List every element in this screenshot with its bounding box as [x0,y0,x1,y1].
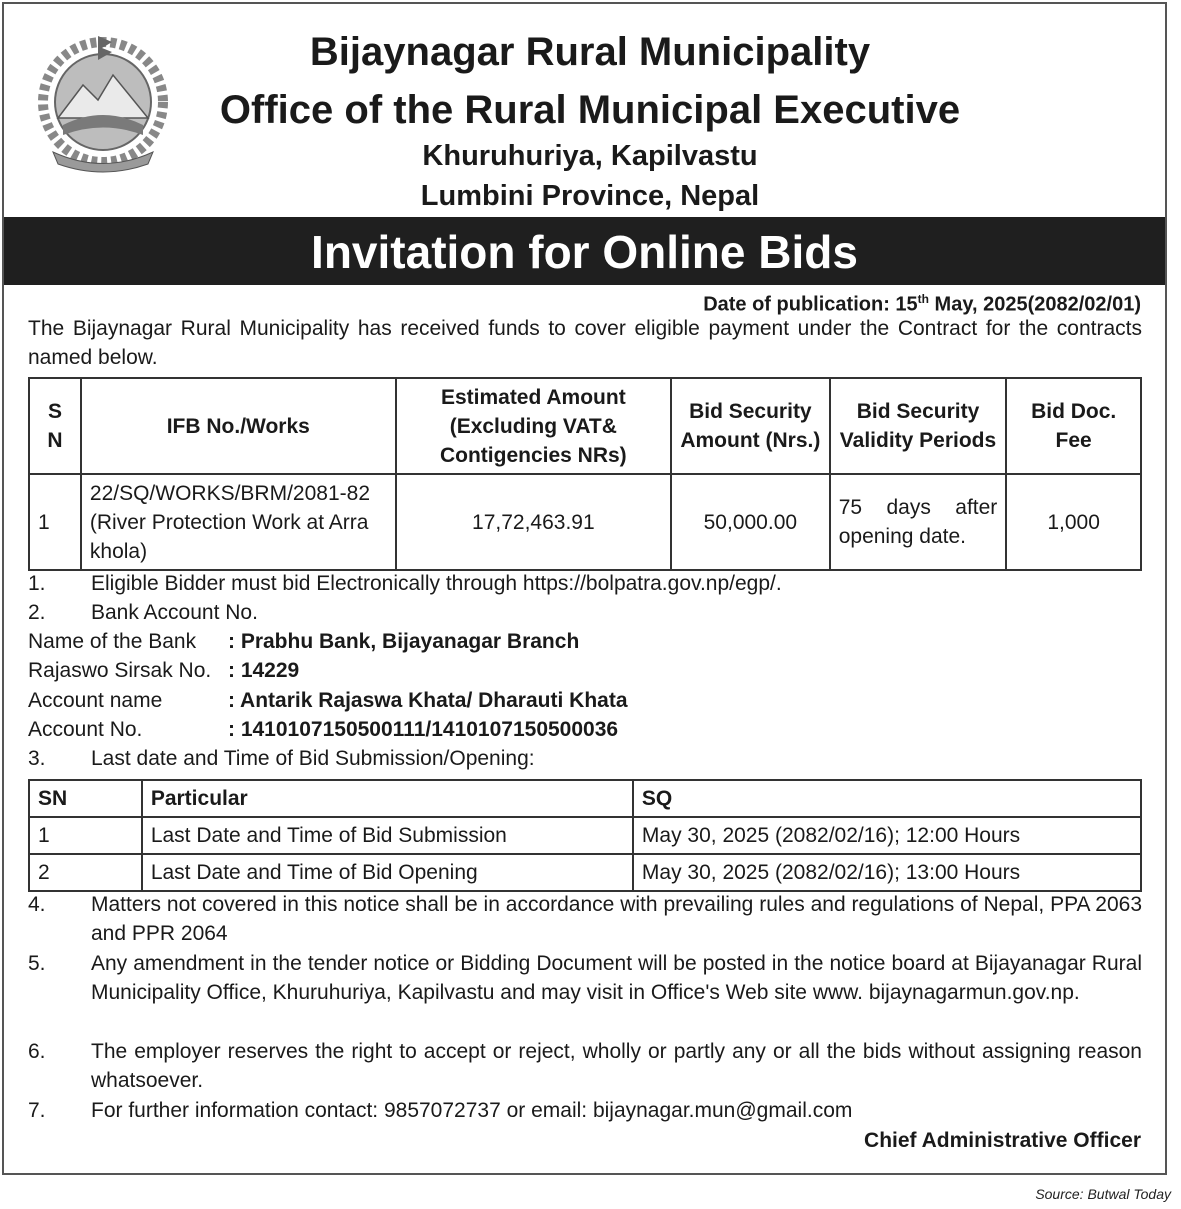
cell-particular: Last Date and Time of Bid Submission [142,817,633,854]
cell-particular: Last Date and Time of Bid Opening [142,854,633,891]
signatory-title: Chief Administrative Officer [864,1129,1141,1152]
list-item [28,1037,1142,1095]
item-text: The employer reserves the right to accept or reject, wholly or partly any or all the bids without assigning reason whatsoever. [91,1040,1142,1092]
list-item [28,1096,1142,1125]
item-text: Bank Account No. [91,601,258,624]
office-name: Office of the Rural Municipal Executive [219,88,961,132]
item-number: 5. [28,952,46,975]
account-number-row [28,715,618,744]
list-item [28,598,1142,627]
office-location: Khuruhuriya, Kapilvastu [422,140,758,172]
header-doc-fee: Bid Doc. Fee [1006,378,1141,474]
bid-table-header [29,378,1141,474]
cell-validity: 75 days after opening date. [830,474,1007,570]
cell-sn: 2 [29,854,142,891]
cell-sq: May 30, 2025 (2082/02/16); 12:00 Hours [633,817,1141,854]
list-item [28,569,1142,598]
bank-name-label: Name of the Bank [28,630,197,653]
cell-estimated-amount: 17,72,463.91 [396,474,671,570]
item-text: Matters not covered in this notice shall be in accordance with prevailing rules and regulations of Nepal, PPA 2063 and PPR 2064 [91,893,1142,945]
item-number: 7. [28,1099,46,1122]
header-particular: Particular [142,780,633,817]
cell-sn: 1 [29,817,142,854]
item-number: 3. [28,747,46,770]
item-text: For further information contact: 9857072737 or email: bijaynagar.mun@gmail.com [91,1099,853,1122]
sirsak-value: : 14229 [228,659,300,682]
header-validity: Bid Security Validity Periods [830,378,1007,474]
list-item [28,949,1142,1007]
cell-works: 22/SQ/WORKS/BRM/2081-82 (River Protection Work at Arra khola) [81,474,396,570]
intro-paragraph: The Bijaynagar Rural Municipality has received funds to cover eligible payment under the Contract for the contracts named below. [28,317,1142,369]
emblem-icon [28,30,178,178]
sirsak-label: Rajaswo Sirsak No. [28,659,212,682]
source-credit: Source: Butwal Today [1035,1186,1171,1202]
account-number-value: : 1410107150500111/1410107150500036 [228,718,619,741]
item-number: 4. [28,893,46,916]
cell-sq: May 30, 2025 (2082/02/16); 13:00 Hours [633,854,1141,891]
item-number: 6. [28,1040,46,1063]
cell-bid-security: 50,000.00 [671,474,830,570]
header-sn: S N [29,378,81,474]
account-number-label: Account No. [28,718,143,741]
notice-title: Invitation for Online Bids [4,217,1165,285]
table-row [29,474,1141,570]
table-row [29,854,1141,891]
header-sn: SN [29,780,142,817]
item-number: 1. [28,572,46,595]
item-text: Last date and Time of Bid Submission/Opening: [91,747,535,770]
bank-name-value: : Prabhu Bank, Bijayanagar Branch [228,630,580,653]
schedule-table-header [29,780,1141,817]
schedule-table [28,779,1142,892]
cell-doc-fee: 1,000 [1006,474,1141,570]
list-item [28,744,1142,773]
bank-name-row [28,627,579,656]
cell-sn: 1 [29,474,81,570]
header-sq: SQ [633,780,1141,817]
municipality-name: Bijaynagar Rural Municipality [309,30,871,74]
header-works: IFB No./Works [81,378,396,474]
item-number: 2. [28,601,46,624]
publication-date: Date of publication: 15th May, 2025(2082/02/01) [703,292,1141,316]
bid-table [28,377,1142,571]
header-bid-security: Bid Security Amount (Nrs.) [671,378,830,474]
table-row [29,817,1141,854]
item-text: Eligible Bidder must bid Electronically through https://bolpatra.gov.np/egp/. [91,572,782,595]
sirsak-row [28,656,299,685]
account-name-value: : Antarik Rajaswa Khata/ Dharauti Khata [228,689,628,712]
account-name-label: Account name [28,689,163,712]
account-name-row [28,686,628,715]
header-estimated-amount: Estimated Amount (Excluding VAT& Contigencies NRs) [396,378,671,474]
province-name: Lumbini Province, Nepal [420,180,760,212]
list-item [28,890,1142,948]
item-text: Any amendment in the tender notice or Bidding Document will be posted in the notice board at Bijayanagar Rural Municipality Office, Khuruhuriya, Kapilvastu and may visit in Office's Web site www. bijaynagarmun.gov.np. [91,952,1142,1004]
